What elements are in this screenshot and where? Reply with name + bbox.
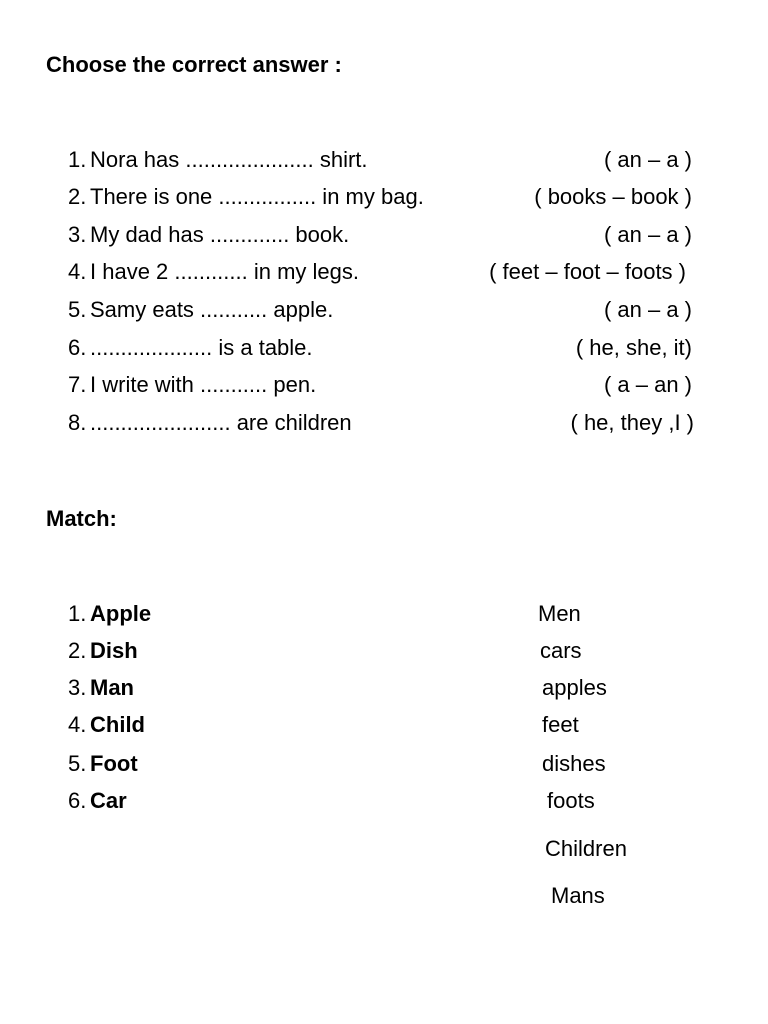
match-word: Dish [90, 638, 138, 663]
match-answer: Mans [551, 883, 605, 908]
match-word: Car [90, 788, 127, 813]
match-answer: apples [542, 675, 607, 700]
match-number: 4. [68, 712, 87, 737]
question-options: ( he, she, it) [575, 335, 692, 360]
match-answer: cars [540, 638, 582, 663]
question-text: ....................... are children [90, 410, 352, 435]
match-answer: Children [545, 836, 627, 861]
match-number: 1. [68, 601, 87, 626]
match-word: Man [90, 675, 134, 700]
question-number: 7. [68, 372, 87, 397]
match-answer: foots [547, 788, 595, 813]
question-row [68, 222, 692, 256]
question-options: ( a – an ) [603, 372, 692, 397]
question-number: 3. [68, 222, 87, 247]
question-number: 8. [68, 410, 87, 435]
question-text: I have 2 ............ in my legs. [90, 259, 359, 284]
question-row [68, 259, 692, 293]
match-word: Foot [90, 751, 138, 776]
match-answer: dishes [542, 751, 606, 776]
question-text: .................... is a table. [90, 335, 313, 360]
question-text: Nora has ..................... shirt. [90, 147, 368, 172]
question-text: My dad has ............. book. [90, 222, 350, 247]
question-text: There is one ................ in my bag. [90, 184, 424, 209]
question-row [68, 335, 692, 369]
question-row [68, 372, 692, 406]
question-number: 4. [68, 259, 87, 284]
question-options: ( books – book ) [534, 184, 692, 209]
question-number: 6. [68, 335, 87, 360]
question-row [68, 147, 692, 181]
match-number: 3. [68, 675, 87, 700]
question-number: 5. [68, 297, 87, 322]
match-number: 2. [68, 638, 87, 663]
question-row [68, 297, 692, 331]
match-answer: feet [542, 712, 579, 737]
question-text: Samy eats ........... apple. [90, 297, 334, 322]
question-number: 1. [68, 147, 87, 172]
question-options: ( feet – foot – foots ) [489, 259, 686, 284]
match-word: Child [90, 712, 145, 737]
match-word: Apple [90, 601, 152, 626]
question-row [68, 184, 692, 218]
question-row [68, 410, 692, 444]
question-options: ( he, they ,I ) [570, 410, 694, 435]
match-answer: Men [538, 601, 581, 626]
question-options: ( an – a ) [603, 297, 692, 322]
question-text: I write with ........... pen. [90, 372, 317, 397]
question-number: 2. [68, 184, 87, 209]
question-options: ( an – a ) [603, 222, 692, 247]
choose-heading: Choose the correct answer : [46, 52, 342, 77]
match-number: 6. [68, 788, 87, 813]
match-number: 5. [68, 751, 87, 776]
match-heading: Match: [46, 506, 117, 531]
question-options: ( an – a ) [603, 147, 692, 172]
